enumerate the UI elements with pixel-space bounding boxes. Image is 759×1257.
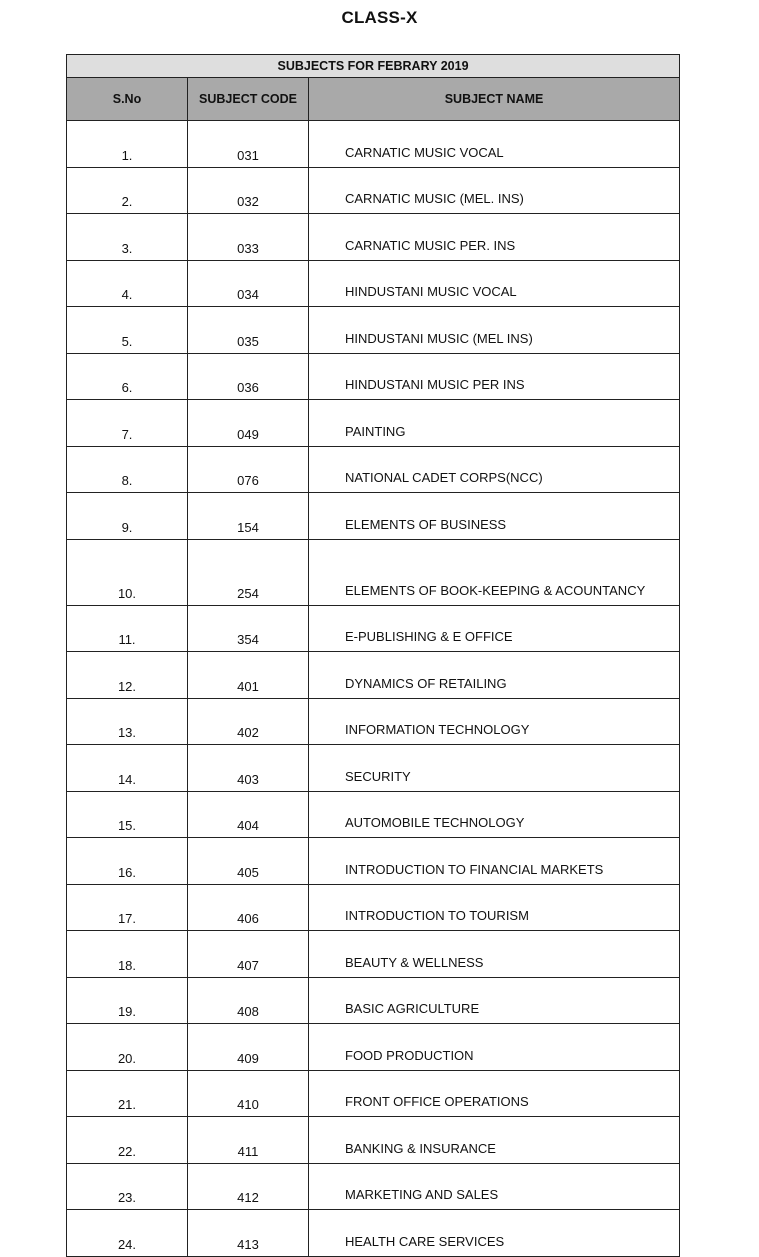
table-row — [67, 121, 680, 168]
table-row — [67, 446, 680, 493]
subject-code-cell: 049 — [188, 400, 309, 447]
subject-name-cell: INTRODUCTION TO FINANCIAL MARKETS — [309, 838, 680, 885]
table-banner: SUBJECTS FOR FEBRARY 2019 — [67, 55, 680, 78]
header-subject-code: SUBJECT CODE — [188, 78, 309, 121]
subject-name-cell: ELEMENTS OF BOOK-KEEPING & ACOUNTANCY — [309, 539, 680, 605]
subject-code-cell: 410 — [188, 1070, 309, 1117]
table-row — [67, 1117, 680, 1164]
subject-name-cell: PAINTING — [309, 400, 680, 447]
table-row — [67, 745, 680, 792]
subject-name-cell: FOOD PRODUCTION — [309, 1024, 680, 1071]
header-subject-name: SUBJECT NAME — [309, 78, 680, 121]
sno-cell: 11. — [67, 605, 188, 652]
subject-name-cell: HEALTH CARE SERVICES — [309, 1210, 680, 1257]
table-row — [67, 1210, 680, 1257]
subject-name-cell: FRONT OFFICE OPERATIONS — [309, 1070, 680, 1117]
table-row — [67, 214, 680, 261]
subject-code-cell: 354 — [188, 605, 309, 652]
subjects-table — [66, 54, 680, 1257]
subject-name-cell: BASIC AGRICULTURE — [309, 977, 680, 1024]
subject-name-cell: ELEMENTS OF BUSINESS — [309, 493, 680, 540]
table-row — [67, 1070, 680, 1117]
table-row — [67, 977, 680, 1024]
subject-code-cell: 408 — [188, 977, 309, 1024]
subject-code-cell: 035 — [188, 307, 309, 354]
sno-cell: 19. — [67, 977, 188, 1024]
table-row — [67, 539, 680, 605]
subject-code-cell: 403 — [188, 745, 309, 792]
sno-cell: 15. — [67, 791, 188, 838]
sno-cell: 21. — [67, 1070, 188, 1117]
subject-code-cell: 031 — [188, 121, 309, 168]
sno-cell: 13. — [67, 698, 188, 745]
sno-cell: 7. — [67, 400, 188, 447]
subject-name-cell: SECURITY — [309, 745, 680, 792]
subject-code-cell: 402 — [188, 698, 309, 745]
sno-cell: 14. — [67, 745, 188, 792]
sno-cell: 16. — [67, 838, 188, 885]
sno-cell: 4. — [67, 260, 188, 307]
table-row — [67, 884, 680, 931]
table-row — [67, 260, 680, 307]
subject-code-cell: 405 — [188, 838, 309, 885]
subject-code-cell: 254 — [188, 539, 309, 605]
sno-cell: 6. — [67, 353, 188, 400]
subject-name-cell: BEAUTY & WELLNESS — [309, 931, 680, 978]
sno-cell: 22. — [67, 1117, 188, 1164]
table-header-row — [67, 78, 680, 121]
subject-code-cell: 036 — [188, 353, 309, 400]
subject-code-cell: 401 — [188, 652, 309, 699]
subject-code-cell: 407 — [188, 931, 309, 978]
sno-cell: 2. — [67, 167, 188, 214]
table-row — [67, 931, 680, 978]
subject-name-cell: CARNATIC MUSIC (MEL. INS) — [309, 167, 680, 214]
sno-cell: 5. — [67, 307, 188, 354]
subject-name-cell: BANKING & INSURANCE — [309, 1117, 680, 1164]
subject-code-cell: 034 — [188, 260, 309, 307]
subject-name-cell: CARNATIC MUSIC PER. INS — [309, 214, 680, 261]
sno-cell: 1. — [67, 121, 188, 168]
subject-name-cell: AUTOMOBILE TECHNOLOGY — [309, 791, 680, 838]
sno-cell: 8. — [67, 446, 188, 493]
subject-code-cell: 404 — [188, 791, 309, 838]
table-row — [67, 493, 680, 540]
subject-name-cell: INTRODUCTION TO TOURISM — [309, 884, 680, 931]
subject-name-cell: CARNATIC MUSIC VOCAL — [309, 121, 680, 168]
table-row — [67, 838, 680, 885]
table-row — [67, 307, 680, 354]
subject-code-cell: 409 — [188, 1024, 309, 1071]
table-banner-row — [67, 55, 680, 78]
sno-cell: 24. — [67, 1210, 188, 1257]
table-row — [67, 791, 680, 838]
subject-name-cell: HINDUSTANI MUSIC (MEL INS) — [309, 307, 680, 354]
subject-name-cell: HINDUSTANI MUSIC PER INS — [309, 353, 680, 400]
table-row — [67, 400, 680, 447]
subject-code-cell: 406 — [188, 884, 309, 931]
page-title: CLASS-X — [341, 8, 418, 27]
table-row — [67, 698, 680, 745]
table-row — [67, 1024, 680, 1071]
sno-cell: 23. — [67, 1163, 188, 1210]
subject-name-cell: HINDUSTANI MUSIC VOCAL — [309, 260, 680, 307]
subject-code-cell: 154 — [188, 493, 309, 540]
sno-cell: 3. — [67, 214, 188, 261]
subject-code-cell: 411 — [188, 1117, 309, 1164]
subject-name-cell: E-PUBLISHING & E OFFICE — [309, 605, 680, 652]
table-row — [67, 1163, 680, 1210]
subject-code-cell: 076 — [188, 446, 309, 493]
table-row — [67, 605, 680, 652]
sno-cell: 9. — [67, 493, 188, 540]
sno-cell: 10. — [67, 539, 188, 605]
subject-code-cell: 413 — [188, 1210, 309, 1257]
sno-cell: 20. — [67, 1024, 188, 1071]
sno-cell: 12. — [67, 652, 188, 699]
table-row — [67, 167, 680, 214]
sno-cell: 17. — [67, 884, 188, 931]
subject-name-cell: INFORMATION TECHNOLOGY — [309, 698, 680, 745]
subject-name-cell: MARKETING AND SALES — [309, 1163, 680, 1210]
subject-code-cell: 412 — [188, 1163, 309, 1210]
table-row — [67, 652, 680, 699]
subject-name-cell: DYNAMICS OF RETAILING — [309, 652, 680, 699]
subject-code-cell: 032 — [188, 167, 309, 214]
subject-name-cell: NATIONAL CADET CORPS(NCC) — [309, 446, 680, 493]
table-row — [67, 353, 680, 400]
header-sno: S.No — [67, 78, 188, 121]
subject-code-cell: 033 — [188, 214, 309, 261]
sno-cell: 18. — [67, 931, 188, 978]
